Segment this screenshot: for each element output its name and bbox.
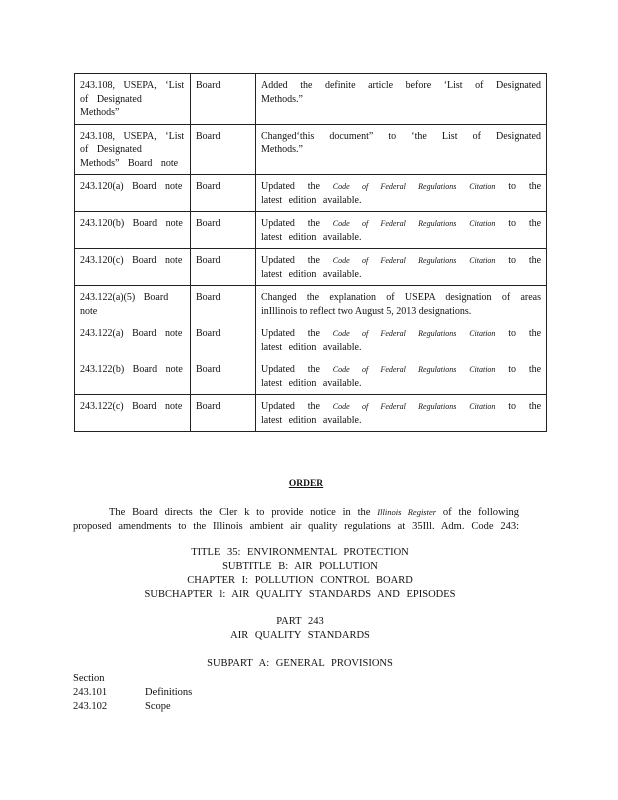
description-cell: Updated the Code of Federal Regulations Citation to the latest edition available.	[256, 212, 547, 249]
table-row	[75, 249, 547, 286]
description-cell: Changed‘this document” to ‘the List of Designated Methods.”	[256, 124, 547, 175]
section-name: Scope	[145, 701, 171, 712]
citation-italic: Citation	[469, 182, 496, 191]
table-row	[75, 322, 547, 358]
description-cell: Changed the explanation of USEPA designation of areas inIllinois to reflect two August 5, 2013 designations.	[256, 286, 547, 323]
citation-italic: Citation	[469, 329, 496, 338]
subpart-line: SUBPART A: GENERAL PROVISIONS	[207, 658, 393, 669]
section-name: Definitions	[145, 687, 193, 698]
description-cell: Updated the Code of Federal Regulations Citation to the latest edition available.	[256, 322, 547, 358]
cfr-title-italic: Code of Federal Regulations	[332, 256, 457, 265]
table-row	[75, 124, 547, 175]
source-cell: Board	[191, 175, 256, 212]
source-cell: Board	[191, 74, 256, 125]
citation-italic: Citation	[469, 256, 496, 265]
section-cell: 243.122(a)(5) Board note	[75, 286, 191, 323]
description-cell: Updated the Code of Federal Regulations Citation to the latest edition available.	[256, 249, 547, 286]
section-list	[73, 672, 192, 714]
source-cell: Board	[191, 286, 256, 323]
subpart-heading	[0, 657, 600, 671]
description-cell: Updated the Code of Federal Regulations Citation to the latest edition available.	[256, 175, 547, 212]
description-cell: Updated the Code of Federal Regulations Citation to the latest edition available.	[256, 395, 547, 432]
table-row	[75, 395, 547, 432]
subchapter-line: SUBCHAPTER l: AIR QUALITY STANDARDS AND EPISODES	[144, 589, 456, 600]
subtitle-line: SUBTITLE B: AIR POLLUTION	[222, 561, 378, 572]
part-name-line: AIR QUALITY STANDARDS	[230, 630, 370, 641]
part-headings	[0, 615, 600, 643]
section-cell: 243.122(b) Board note	[75, 358, 191, 395]
section-item	[73, 700, 192, 714]
source-cell: Board	[191, 249, 256, 286]
illinois-register-italic: Illinois Register	[377, 507, 437, 517]
description-cell: Added the definite article before ‘List of Designated Methods.”	[256, 74, 547, 125]
amendments-table	[74, 73, 547, 432]
citation-italic: Citation	[469, 219, 496, 228]
section-label: Section	[73, 673, 105, 684]
citation-italic: Citation	[469, 365, 496, 374]
table-row	[75, 358, 547, 395]
cfr-title-italic: Code of Federal Regulations	[332, 219, 457, 228]
title-line: TITLE 35: ENVIRONMENTAL PROTECTION	[191, 547, 409, 558]
source-cell: Board	[191, 322, 256, 358]
title-headings	[0, 546, 600, 602]
table-row	[75, 74, 547, 125]
section-cell: 243.122(a) Board note	[75, 322, 191, 358]
table-row	[75, 212, 547, 249]
citation-italic: Citation	[469, 402, 496, 411]
part-line: PART 243	[276, 616, 324, 627]
section-cell: 243.108, USEPA, ‘List of Designated Methods”	[75, 74, 191, 125]
table-row	[75, 175, 547, 212]
order-heading: ORDER	[288, 479, 324, 489]
section-cell: 243.108, USEPA, ‘List of Designated Methods” Board note	[75, 124, 191, 175]
section-item	[73, 686, 192, 700]
cfr-title-italic: Code of Federal Regulations	[332, 329, 457, 338]
cfr-title-italic: Code of Federal Regulations	[332, 402, 457, 411]
cfr-title-italic: Code of Federal Regulations	[332, 182, 457, 191]
section-number: 243.102	[73, 701, 108, 712]
section-cell: 243.120(b) Board note	[75, 212, 191, 249]
source-cell: Board	[191, 358, 256, 395]
section-cell: 243.120(c) Board note	[75, 249, 191, 286]
chapter-line: CHAPTER I: POLLUTION CONTROL BOARD	[187, 575, 413, 586]
source-cell: Board	[191, 395, 256, 432]
section-cell: 243.122(c) Board note	[75, 395, 191, 432]
table-row	[75, 286, 547, 323]
description-cell: Updated the Code of Federal Regulations Citation to the latest edition available.	[256, 358, 547, 395]
section-number: 243.101	[73, 687, 108, 698]
source-cell: Board	[191, 124, 256, 175]
cfr-title-italic: Code of Federal Regulations	[332, 365, 457, 374]
source-cell: Board	[191, 212, 256, 249]
section-cell: 243.120(a) Board note	[75, 175, 191, 212]
order-paragraph: The Board directs the Cler k to provide notice in the Illinois Register of the following proposed amendments to the Illinois ambient air quality regulations at 35Ill. Adm. Code 243:	[73, 507, 519, 532]
